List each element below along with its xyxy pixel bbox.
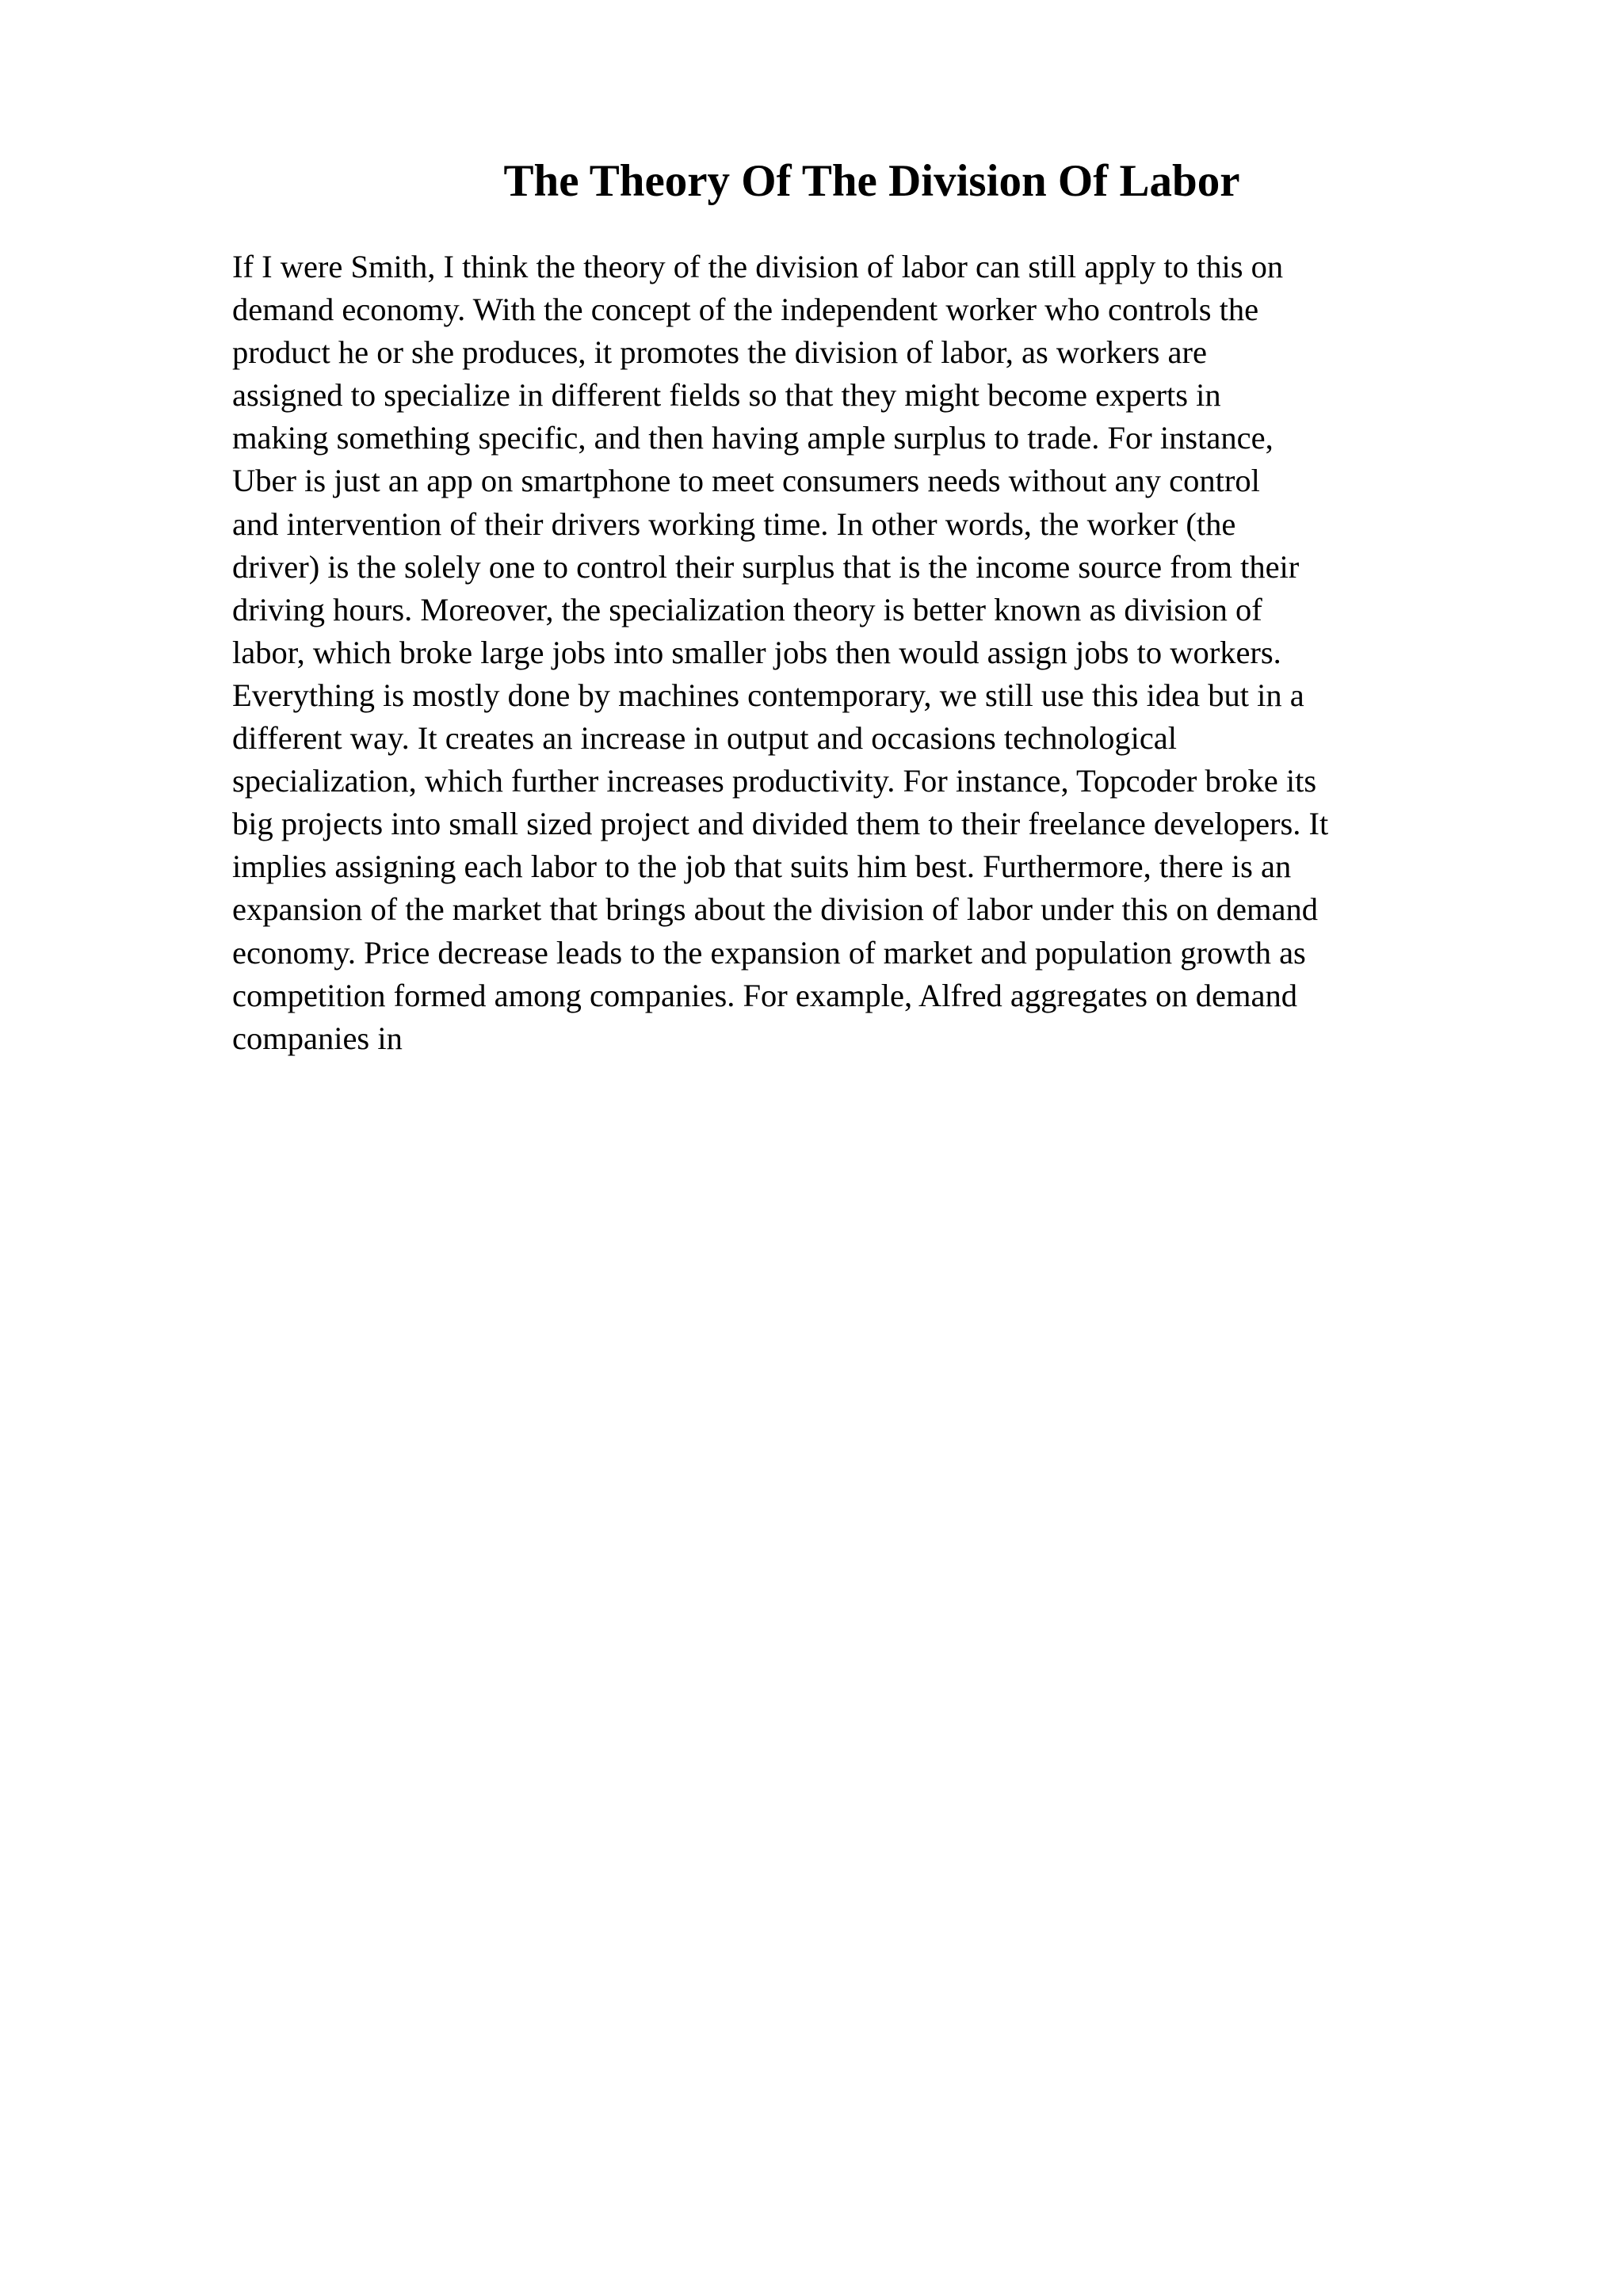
body-line: Everything is mostly done by machines contemporary, we still use this idea but in a [232, 677, 1304, 713]
body-line: driving hours. Moreover, the specialization theory is better known as division of [232, 591, 1262, 627]
body-line: product he or she produces, it promotes the division of labor, as workers are [232, 334, 1207, 371]
document-title: The Theory Of The Division Of Labor [503, 156, 1240, 206]
body-line: big projects into small sized project and divided them to their freelance developers. It [232, 806, 1329, 842]
body-line: labor, which broke large jobs into smaller jobs then would assign jobs to workers. [232, 634, 1281, 670]
body-line: If I were Smith, I think the theory of the division of labor can still apply to this on [232, 249, 1284, 284]
body-line: expansion of the market that brings about the division of labor under this on demand [232, 891, 1318, 928]
body-line: making something specific, and then having ample surplus to trade. For instance, [232, 420, 1274, 456]
body-line: companies in [232, 1020, 403, 1056]
body-line: driver) is the solely one to control their surplus that is the income source from their [232, 548, 1300, 585]
body-line: different way. It creates an increase in output and occasions technological [232, 720, 1178, 757]
body-line: assigned to specialize in different fields so that they might become experts in [232, 377, 1221, 414]
body-line: specialization, which further increases productivity. For instance, Topcoder broke its [232, 763, 1317, 799]
body-line: Uber is just an app on smartphone to meet consumers needs without any control [232, 463, 1260, 499]
body-line: competition formed among companies. For example, Alfred aggregates on demand [232, 977, 1297, 1013]
body-line: implies assigning each labor to the job that suits him best. Furthermore, there is an [232, 849, 1292, 885]
body-line: and intervention of their drivers working time. In other words, the worker (the [232, 505, 1236, 542]
body-line: demand economy. With the concept of the independent worker who controls the [232, 292, 1259, 328]
body-line: economy. Price decrease leads to the expansion of market and population growth as [232, 934, 1306, 971]
document-body [232, 246, 1500, 1060]
